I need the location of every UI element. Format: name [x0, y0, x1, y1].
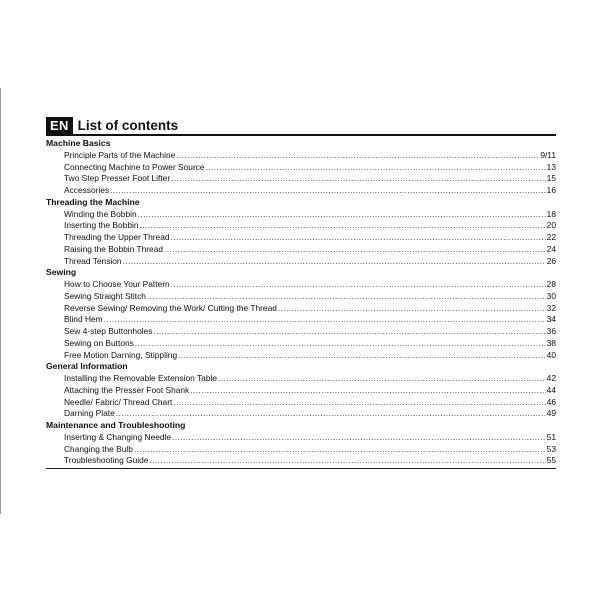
toc-entry-page: 9/11 — [540, 149, 556, 160]
toc-entry-page: 22 — [546, 232, 556, 242]
toc-entry-page: 38 — [546, 337, 556, 348]
toc-entry-page: 32 — [546, 302, 556, 313]
toc-entry-page: 28 — [546, 279, 556, 289]
dot-leader — [171, 279, 546, 291]
toc-entry[interactable] — [46, 350, 556, 362]
page-edge-rule — [0, 88, 1, 514]
dot-leader — [104, 314, 546, 326]
dot-leader — [171, 173, 546, 185]
toc-entry-label: Needle/ Fabric/ Thread Chart — [64, 396, 173, 407]
toc-entry[interactable] — [46, 303, 556, 315]
toc-entry-label: Raising the Bobbin Thread — [64, 243, 164, 254]
toc-entry[interactable] — [46, 256, 556, 268]
toc-entry-label: Accessories — [64, 185, 110, 195]
toc-entry-label: Installing the Removable Extension Table — [64, 373, 218, 383]
toc-entry-page: 26 — [546, 255, 556, 266]
toc-entry-page: 51 — [546, 431, 556, 442]
toc-entry-page: 36 — [546, 326, 556, 336]
toc-header — [46, 116, 178, 134]
toc-entry-label: Changing the Bulb — [64, 443, 133, 454]
bottom-divider — [46, 468, 556, 469]
toc-entry-page: 24 — [546, 243, 556, 254]
toc-entry-label: Attaching the Presser Foot Shank — [64, 384, 190, 395]
toc-entry-page: 15 — [546, 173, 556, 184]
toc-entry[interactable] — [46, 455, 556, 467]
dot-leader — [172, 432, 546, 444]
dot-leader — [140, 220, 546, 232]
dot-leader — [153, 326, 545, 338]
dot-leader — [206, 162, 546, 174]
toc-entry[interactable] — [46, 314, 556, 326]
toc-entry-page: 40 — [546, 349, 556, 360]
section-heading: General Information — [46, 361, 128, 372]
dot-leader — [147, 291, 546, 303]
toc-entry[interactable] — [46, 408, 556, 420]
dot-leader — [190, 385, 545, 397]
toc-entry-page: 18 — [546, 208, 556, 219]
toc-entry-page: 34 — [546, 314, 556, 325]
toc-entry-page: 44 — [546, 384, 556, 395]
dot-leader — [173, 397, 545, 409]
toc-entry[interactable] — [46, 162, 556, 174]
toc-entry[interactable] — [46, 173, 556, 185]
toc-entry[interactable] — [46, 185, 556, 197]
toc-entry-label: Free Motion Darning, Stippling — [64, 349, 178, 360]
toc-entry[interactable] — [46, 373, 556, 385]
toc-entry[interactable] — [46, 209, 556, 221]
toc-entry-label: Sewing on Buttons — [64, 337, 134, 348]
toc-entry-label: Darning Plate — [64, 408, 115, 419]
dot-leader — [149, 455, 545, 467]
toc-entry-page: 53 — [546, 443, 556, 454]
toc-entry[interactable] — [46, 244, 556, 256]
toc-entry-label: Troubleshooting Guide — [64, 455, 149, 466]
toc-entry-label: Sew 4-step Buttonholes — [64, 326, 153, 336]
dot-leader — [134, 444, 546, 456]
toc-entry-page: 30 — [546, 290, 556, 301]
dot-leader — [164, 244, 546, 256]
section-heading: Sewing — [46, 267, 77, 278]
toc-entry[interactable] — [46, 150, 556, 162]
toc-entry-label: How to Choose Your Pattern — [64, 279, 170, 289]
toc-entry[interactable] — [46, 338, 556, 350]
toc-entry[interactable] — [46, 291, 556, 303]
dot-leader — [116, 408, 546, 420]
dot-leader — [138, 209, 546, 221]
title-underline — [46, 134, 556, 136]
toc-entry-label: Two Step Presser Foot Lifter — [64, 173, 171, 184]
toc-entry[interactable] — [46, 279, 556, 291]
dot-leader — [176, 150, 539, 162]
page-title: List of contents — [77, 117, 179, 133]
toc-entry-label: Sewing Straight Stitch — [64, 290, 146, 301]
toc-entry-label: Threading the Upper Thread — [64, 232, 170, 242]
toc-entry[interactable] — [46, 326, 556, 338]
language-badge: EN — [46, 117, 73, 134]
dot-leader — [278, 303, 546, 315]
dot-leader — [178, 350, 546, 362]
dot-leader — [110, 185, 546, 197]
dot-leader — [135, 338, 546, 350]
toc-entry-page: 42 — [546, 373, 556, 383]
toc-entry[interactable] — [46, 220, 556, 232]
toc-entry-page: 20 — [546, 220, 556, 231]
toc-entry[interactable] — [46, 397, 556, 409]
toc-entry-page: 55 — [546, 455, 556, 466]
toc-entry[interactable] — [46, 432, 556, 444]
dot-leader — [123, 256, 546, 268]
toc-entry[interactable] — [46, 444, 556, 456]
toc-entry[interactable] — [46, 232, 556, 244]
table-of-contents — [46, 138, 556, 467]
section-heading: Machine Basics — [46, 138, 111, 148]
toc-entry-label: Inserting & Changing Needle — [64, 431, 172, 442]
section-heading: Maintenance and Troubleshooting — [46, 420, 186, 430]
section-heading: Threading the Machine — [46, 196, 140, 207]
toc-entry-label: Principle Parts of the Machine — [64, 149, 176, 160]
toc-entry-page: 13 — [546, 161, 556, 172]
toc-entry-label: Winding the Bobbin — [64, 208, 137, 219]
toc-entry-label: Thread Tension — [64, 255, 122, 266]
dot-leader — [171, 232, 546, 244]
toc-entry-label: Connecting Machine to Power Source — [64, 161, 205, 172]
toc-entry-label: Blind Hem — [64, 314, 103, 325]
toc-entry-page: 49 — [546, 408, 556, 419]
toc-entry[interactable] — [46, 385, 556, 397]
toc-entry-page: 46 — [546, 396, 556, 407]
toc-entry-label: Inserting the Bobbin — [64, 220, 139, 231]
toc-entry-page: 16 — [546, 185, 556, 195]
toc-entry-label: Reverse Sewing/ Removing the Work/ Cutting the Thread — [64, 302, 277, 313]
dot-leader — [218, 373, 546, 385]
